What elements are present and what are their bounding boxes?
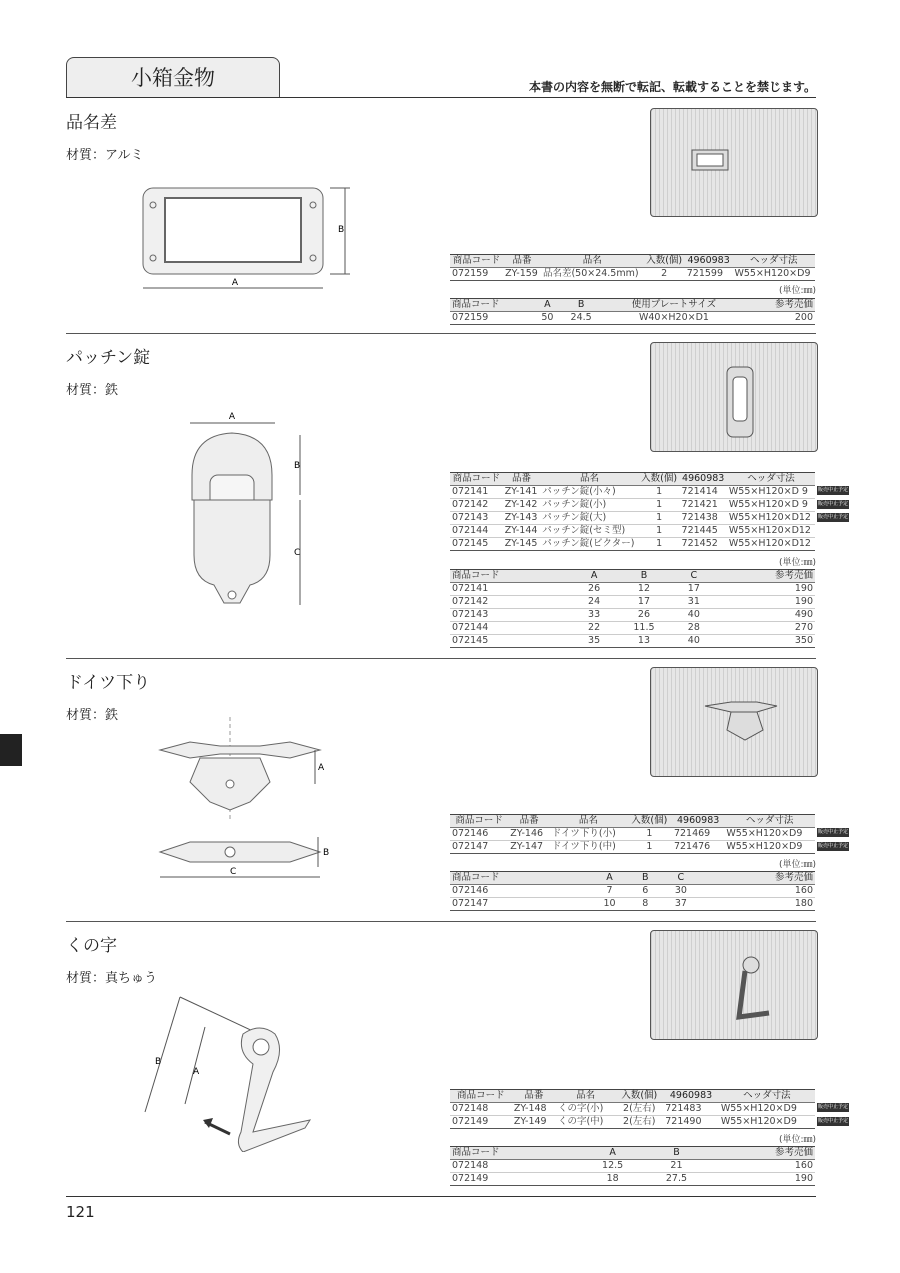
table-cell: W55×H120×D9 [724,828,815,841]
table-cell: 40 [674,609,713,622]
table-header-cell: 入数(個) [627,815,672,828]
name-plate-photo [650,108,818,217]
table-header-cell: 4960983 [680,473,727,486]
table-header-cell: ヘッダ寸法 [719,1090,815,1103]
table-cell: 072142 [450,499,503,512]
table-cell: パッチン錠(大) [540,512,638,525]
table-cell: 072142 [450,596,575,609]
table-cell: 1 [639,525,680,538]
side-index-tab [0,734,22,766]
table-cell: 072145 [450,538,503,551]
s4-table-1 [450,1089,815,1129]
table-cell: 072141 [450,583,575,596]
table-header-cell: B [614,570,675,583]
table-header-cell: C [659,872,702,885]
table-header-cell: 4960983 [685,255,733,268]
table-cell: W55×H120×D 9 [727,486,815,499]
table-cell: ZY-144 [503,525,541,538]
table-cell: 1 [639,499,680,512]
table-header-cell: 品番 [512,1090,556,1103]
table-cell: 22 [575,622,614,635]
table-cell: 26 [575,583,614,596]
table-header-cell: 品番 [508,815,550,828]
table-cell: W55×H120×D9 [719,1103,815,1116]
table-header-cell: 品名 [556,1090,615,1103]
angle-hook-photo [650,930,818,1040]
section-divider [66,921,816,922]
table-header-cell: A [575,570,614,583]
s2-table-1 [450,472,815,551]
table-cell: ZY-149 [512,1116,556,1129]
table-cell: 24 [575,596,614,609]
section-title: 品名差 [66,113,117,133]
table-cell: ZY-147 [508,841,550,854]
svg-text:B: B [155,1057,162,1067]
discontinued-badge: 販売中止予定 [817,514,848,520]
svg-text:A: A [228,412,236,422]
table-cell: 1 [639,538,680,551]
table-cell: 721452 [680,538,727,551]
table-cell: 072149 [450,1173,581,1186]
table-cell: W40×H20×D1 [602,312,747,325]
table-header-cell: 入数(個) [644,255,685,268]
unit-label: (単位:㎜) [778,1135,816,1145]
table-cell: 072159 [450,312,534,325]
table-cell: 072141 [450,486,503,499]
material-label: 材質：鉄 [66,708,119,723]
s3-table-1 [450,814,815,854]
table-header-cell: B [645,1147,709,1160]
table-header-cell: A [534,299,560,312]
table-cell: 37 [659,898,702,911]
table-cell: W55×H120×D12 [727,538,815,551]
table-cell: 160 [708,1160,815,1173]
german-hinge-photo [650,667,818,777]
table-cell: 072147 [450,898,588,911]
table-cell: 200 [746,312,815,325]
s4-table-2 [450,1146,815,1186]
discontinued-badge: 販売中止予定 [817,487,848,493]
material-label: 材質：アルミ [66,148,144,163]
table-header-cell: 入数(個) [615,1090,663,1103]
footer-rule [66,1196,816,1197]
table-cell: W55×H120×D12 [727,525,815,538]
table-cell: 072147 [450,841,508,854]
table-header-cell: 商品コード [450,1090,512,1103]
material-label: 材質：鉄 [66,383,119,398]
table-cell: 40 [674,635,713,648]
table-cell: 13 [614,635,675,648]
table-header-cell: C [674,570,713,583]
section-title: くの字 [66,936,117,956]
table-cell: 28 [674,622,713,635]
page-number: 121 [66,1203,95,1221]
table-cell: 2(左右) [615,1103,663,1116]
table-cell: 18 [581,1173,645,1186]
table-header-cell: A [588,872,631,885]
table-cell: 072143 [450,609,575,622]
table-cell: 50 [534,312,560,325]
table-header-cell: B [561,299,602,312]
table-cell: パッチン錠(小々) [540,486,638,499]
table-cell: パッチン錠(小) [540,499,638,512]
material-label: 材質：真ちゅう [66,971,158,986]
table-cell: 180 [702,898,815,911]
table-cell: 2 [644,268,685,281]
table-cell: ZY-141 [503,486,541,499]
table-cell: 30 [659,885,702,898]
table-cell: 072144 [450,525,503,538]
dim-b: B [338,225,345,235]
table-cell: くの字(中) [556,1116,615,1129]
svg-text:B: B [294,461,301,471]
s2-table-2 [450,569,815,648]
table-cell: ZY-142 [503,499,541,512]
table-header-cell: 入数(個) [639,473,680,486]
table-cell: 1 [627,828,672,841]
table-header-cell: 商品コード [450,872,588,885]
table-header-cell: 品名 [540,473,638,486]
table-header-cell: 商品コード [450,1147,581,1160]
table-cell: 190 [713,583,815,596]
table-cell: ZY-146 [508,828,550,841]
s1-table-2 [450,298,815,325]
table-cell: 33 [575,609,614,622]
table-cell: 17 [674,583,713,596]
table-cell: ZY-148 [512,1103,556,1116]
table-header-cell: 使用プレートサイズ [602,299,747,312]
table-cell: 6 [631,885,659,898]
angle-hook-drawing [125,992,325,1152]
table-cell: W55×H120×D12 [727,512,815,525]
table-cell: 721414 [680,486,727,499]
table-cell: 270 [713,622,815,635]
table-header-cell: ヘッダ寸法 [724,815,815,828]
table-cell: 1 [627,841,672,854]
discontinued-badge: 販売中止予定 [817,1118,848,1124]
table-cell: 072146 [450,828,508,841]
section-divider [66,658,816,659]
table-cell: 072143 [450,512,503,525]
discontinued-badge: 販売中止予定 [817,501,848,507]
table-header-cell: 商品コード [450,299,534,312]
table-cell: パッチン錠(ビクター) [540,538,638,551]
table-cell: 10 [588,898,631,911]
copyright-notice: 本書の内容を無断で転記、転載することを禁じます。 [528,80,816,94]
unit-label: (単位:㎜) [778,286,816,296]
table-cell: 721476 [672,841,724,854]
table-cell: 31 [674,596,713,609]
table-cell: 072149 [450,1116,512,1129]
table-cell: 12 [614,583,675,596]
table-cell: パッチン錠(セミ型) [540,525,638,538]
table-header-cell: 参考売価 [702,872,815,885]
discontinued-badge: 販売中止予定 [817,843,848,849]
table-cell: W55×H120×D9 [719,1116,815,1129]
table-header-cell: 品名 [550,815,627,828]
table-cell: ドイツ下り(小) [550,828,627,841]
table-cell: ZY-145 [503,538,541,551]
svg-text:A: A [318,763,325,773]
table-cell: W55×H120×D9 [724,841,815,854]
table-cell: 072146 [450,885,588,898]
s3-table-2 [450,871,815,911]
table-cell: 721490 [663,1116,719,1129]
table-cell: 160 [702,885,815,898]
name-plate-drawing [135,180,365,295]
section-title: パッチン錠 [66,348,151,368]
table-cell: 721421 [680,499,727,512]
table-cell: 490 [713,609,815,622]
table-header-cell: 品番 [503,473,541,486]
table-cell: 1 [639,512,680,525]
table-header-cell: 参考売価 [708,1147,815,1160]
table-cell: W55×H120×D9 [732,268,815,281]
table-cell: 24.5 [561,312,602,325]
table-header-cell: 参考売価 [713,570,815,583]
table-header-cell: ヘッダ寸法 [732,255,815,268]
unit-label: (単位:㎜) [778,558,816,568]
table-cell: 21 [645,1160,709,1173]
latch-photo [650,342,818,452]
table-header-cell: 4960983 [663,1090,719,1103]
table-header-cell: ヘッダ寸法 [727,473,815,486]
table-cell: 17 [614,596,675,609]
dim-a: A [231,278,239,288]
table-cell: 190 [708,1173,815,1186]
table-header-cell: B [631,872,659,885]
table-cell: 1 [639,486,680,499]
table-header-cell: 商品コード [450,570,575,583]
section-title: ドイツ下り [66,673,151,693]
table-cell: 072145 [450,635,575,648]
table-header-cell: 品番 [503,255,541,268]
discontinued-badge: 販売中止予定 [817,1104,848,1110]
table-header-cell: 品名 [541,255,644,268]
table-header-cell: A [581,1147,645,1160]
table-cell: 2(左右) [615,1116,663,1129]
unit-label: (単位:㎜) [778,860,816,870]
table-cell: 721445 [680,525,727,538]
table-header-cell: 4960983 [672,815,724,828]
german-hinge-drawing [150,712,340,892]
table-header-cell: 参考売価 [746,299,815,312]
s1-table-1 [450,254,815,281]
table-cell: 721438 [680,512,727,525]
table-cell: 190 [713,596,815,609]
table-cell: 26 [614,609,675,622]
svg-text:C: C [230,867,237,877]
table-cell: 12.5 [581,1160,645,1173]
discontinued-badge: 販売中止予定 [817,829,848,835]
table-header-cell: 商品コード [450,473,503,486]
table-cell: 7 [588,885,631,898]
table-header-cell: 商品コード [450,815,508,828]
table-cell: 072144 [450,622,575,635]
header-rule [66,97,816,98]
svg-text:A: A [193,1067,200,1077]
table-cell: ZY-159 [503,268,541,281]
table-cell: くの字(小) [556,1103,615,1116]
table-cell: 350 [713,635,815,648]
latch-drawing [180,405,320,615]
svg-text:C: C [294,548,301,558]
table-cell: 721483 [663,1103,719,1116]
table-cell: 721469 [672,828,724,841]
table-cell: 11.5 [614,622,675,635]
table-cell: 072159 [450,268,503,281]
table-cell: W55×H120×D 9 [727,499,815,512]
table-header-cell: 商品コード [450,255,503,268]
table-cell: ZY-143 [503,512,541,525]
category-tab: 小箱金物 [66,57,280,98]
table-cell: 品名差(50×24.5mm) [541,268,644,281]
table-cell: ドイツ下り(中) [550,841,627,854]
table-cell: 721599 [685,268,733,281]
section-divider [66,333,816,334]
table-cell: 35 [575,635,614,648]
table-cell: 072148 [450,1160,581,1173]
table-cell: 072148 [450,1103,512,1116]
table-cell: 8 [631,898,659,911]
svg-text:B: B [323,848,330,858]
table-cell: 27.5 [645,1173,709,1186]
